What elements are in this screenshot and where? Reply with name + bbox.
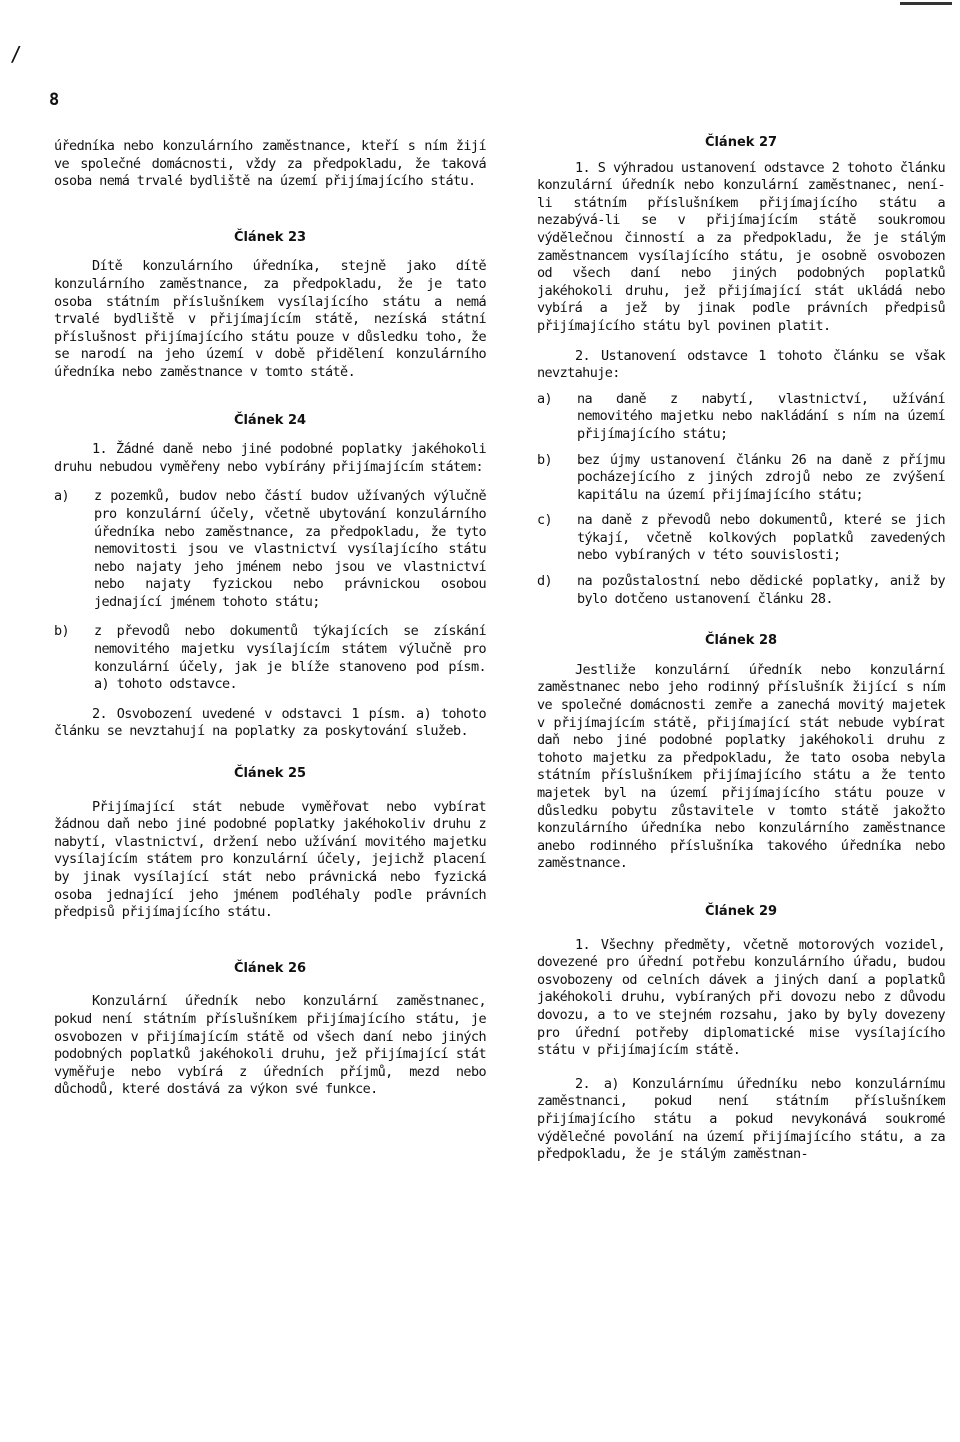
article-29-heading: Článek 29 — [704, 903, 778, 919]
article-27-heading: Článek 27 — [704, 135, 778, 150]
article-27-item-a — [537, 391, 945, 444]
article-27-paragraph-1: 1. S výhradou ustanovení odstavce 2 tohoto článku konzulární úředník nebo konzulární zaměstnanec, není-li státním příslušníkem přijímajícího státu a nezabývá-li se v přijímajícím státě soukromou výdělečnou činností a za předpokladu, že je stálým zaměstnancem vysílajícího státu, je osobně osvobozen od všech daní nebo jiných podobných poplatků jakéhokoli druhu, jež přijímající stát ukládá nebo vybírá a jež by jinak podle právních předpisů přijímajícího státu byl povinen platit. — [537, 159, 945, 334]
item-text: na daně z převodů nebo dokumentů, které se jich týkají, včetně kolkových poplatků zavedených nebo vybíraných v této souvislosti; — [577, 512, 945, 564]
article-24-item-a — [54, 488, 486, 611]
left-column — [54, 138, 486, 1099]
article-24-heading: Článek 24 — [233, 412, 307, 428]
article-28-heading: Článek 28 — [704, 633, 778, 649]
article-24-paragraph-1: 1. Žádné daně nebo jiné podobné poplatky jakéhokoli druhu nebudou vyměřeny nebo vybírány přijímajícím státem: — [54, 441, 486, 475]
page-number: 8 — [49, 90, 60, 110]
article-27-item-d — [537, 573, 945, 608]
item-text: na pozůstalostní nebo dědické poplatky, aniž by bylo dotčeno ustanovení článku 28. — [577, 573, 945, 607]
article-25-text: Přijímající stát nebude vyměřovat nebo vybírat žádnou daň nebo jiné podobné poplatky jakéhokoliv druhu z nabytí, vlastnictví, držení nebo užívání movitého majetku vysílajícím státem pro konzulární účely, jejichž placení by jinak vysílající stát nebo právnická nebo fyzická osoba jednající jeho jménem podléhaly podle právních předpisů přijímajícího státu. — [54, 798, 486, 921]
article-27-item-b — [537, 452, 945, 505]
item-label: d) — [537, 573, 553, 590]
item-label: c) — [537, 512, 553, 529]
article-27-paragraph-2: 2. Ustanovení odstavce 1 tohoto článku se však nevztahuje: — [537, 347, 945, 382]
item-text: bez újmy ustanovení článku 26 na daně z příjmu pocházejícího z jiných zdrojů nebo ze zvýšení kapitálu na území přijímajícího státu; — [577, 451, 945, 503]
article-24-paragraph-2: 2. Osvobození uvedené v odstavci 1 písm. a) tohoto článku se nevztahují na poplatky za poskytování služeb. — [54, 705, 486, 740]
article-29-paragraph-1: 1. Všechny předměty, včetně motorových vozidel, dovezené pro úřední potřebu konzulárního úřadu, budou osvobozeny od celních dávek a jiných daní a poplatků jakéhokoli druhu, vybíraných při dovozu nebo z důvodu dovozu, a to ve stejném rozsahu, jako by byly dovezeny pro úřední potřeby diplomatické mise vysílajícího státu v přijímajícím státě. — [537, 936, 945, 1059]
article-26-text: Konzulární úředník nebo konzulární zaměstnanec, pokud není státním příslušníkem přijímajícího státu, je osvobozen v přijímajícím státě od všech daní nebo jiných podobných poplatků jakéhokoli druhu, jež přijímající stát vyměřuje nebo vybírá z úředních příjmů, mezd nebo důchodů, které dostává za výkon své funkce. — [54, 993, 486, 1098]
article-26-heading: Článek 26 — [233, 960, 307, 976]
item-text: z pozemků, budov nebo částí budov užívaných výlučně pro konzulární účely, včetně ubytování konzulárního úředníka nebo zaměstnance, za předpokladu, že tyto nemovitosti jsou ve vlastnictví vysílajícího státu nebo najaty jeho jménem nebo jsou ve vlastnictví nebo najaty fyzickou nebo právnickou osobou jednající jménem tohoto státu; — [94, 488, 486, 610]
article-24-item-b — [54, 623, 486, 693]
item-text: na daně z nabytí, vlastnictví, užívání nemovitého majetku nebo nakládání s ním na území přijímajícího státu; — [577, 390, 945, 442]
item-label: a) — [54, 488, 70, 505]
top-edge-mark — [900, 2, 952, 5]
item-text: z převodů nebo dokumentů týkajících se získání nemovitého majetku vysílajícím státem výlučně pro konzulární účely, jak je blíže stanoveno pod písm. a) tohoto odstavce. — [94, 623, 486, 693]
item-label: b) — [537, 451, 553, 468]
article-29-paragraph-2: 2. a) Konzulárnímu úředníku nebo konzulárnímu zaměstnanci, pokud není státním příslušníkem přijímajícího státu a pokud nevykonává soukromé výdělečné povolání na území přijímajícího státu, a za předpokladu, že je stálým zaměstnan- — [537, 1075, 945, 1163]
item-label: a) — [537, 390, 553, 407]
article-23-text: Dítě konzulárního úředníka, stejně jako dítě konzulárního zaměstnance, za předpokladu, že je tato osoba státním příslušníkem vysílajícího státu a nemá trvalé bydliště v přijímajícím státě, nezíská státní příslušnost přijímajícího státu pouze v důsledku toho, že se narodí na jeho území v době přidělení konzulárního úředníka nebo zaměstnance v tomto státě. — [54, 258, 486, 380]
article-25-heading: Článek 25 — [233, 766, 307, 782]
intro-paragraph: úředníka nebo konzulárního zaměstnance, kteří s ním žijí ve společné domácnosti, vždy za předpokladu, že taková osoba nemá trvalé bydliště na území přijímajícího státu. — [54, 138, 486, 190]
article-28-text: Jestliže konzulární úředník nebo konzulární zaměstnanec nebo jeho rodinný příslušník žijící s ním ve společné domácnosti zemře a zanechá movitý majetek v přijímajícím státě, přijímající stát nebude vybírat daň nebo jiné podobné poplatky jakéhokoli druhu z tohoto majetku za předpokladu, že tato osoba nebyla státním příslušníkem přijímajícího státu a že tento majetek byl na území přijímajícího státu pouze v důsledku pobytu zůstavitele v tomto státě jakožto konzulárního úředníka nebo konzulárního zaměstnance anebo rodinného příslušníka takového úředníka nebo zaměstnance. — [537, 661, 945, 872]
margin-mark: / — [10, 42, 23, 66]
article-27-item-c — [537, 512, 945, 565]
item-label: b) — [54, 623, 70, 640]
right-column — [537, 134, 945, 1164]
article-23-heading: Článek 23 — [233, 229, 307, 245]
